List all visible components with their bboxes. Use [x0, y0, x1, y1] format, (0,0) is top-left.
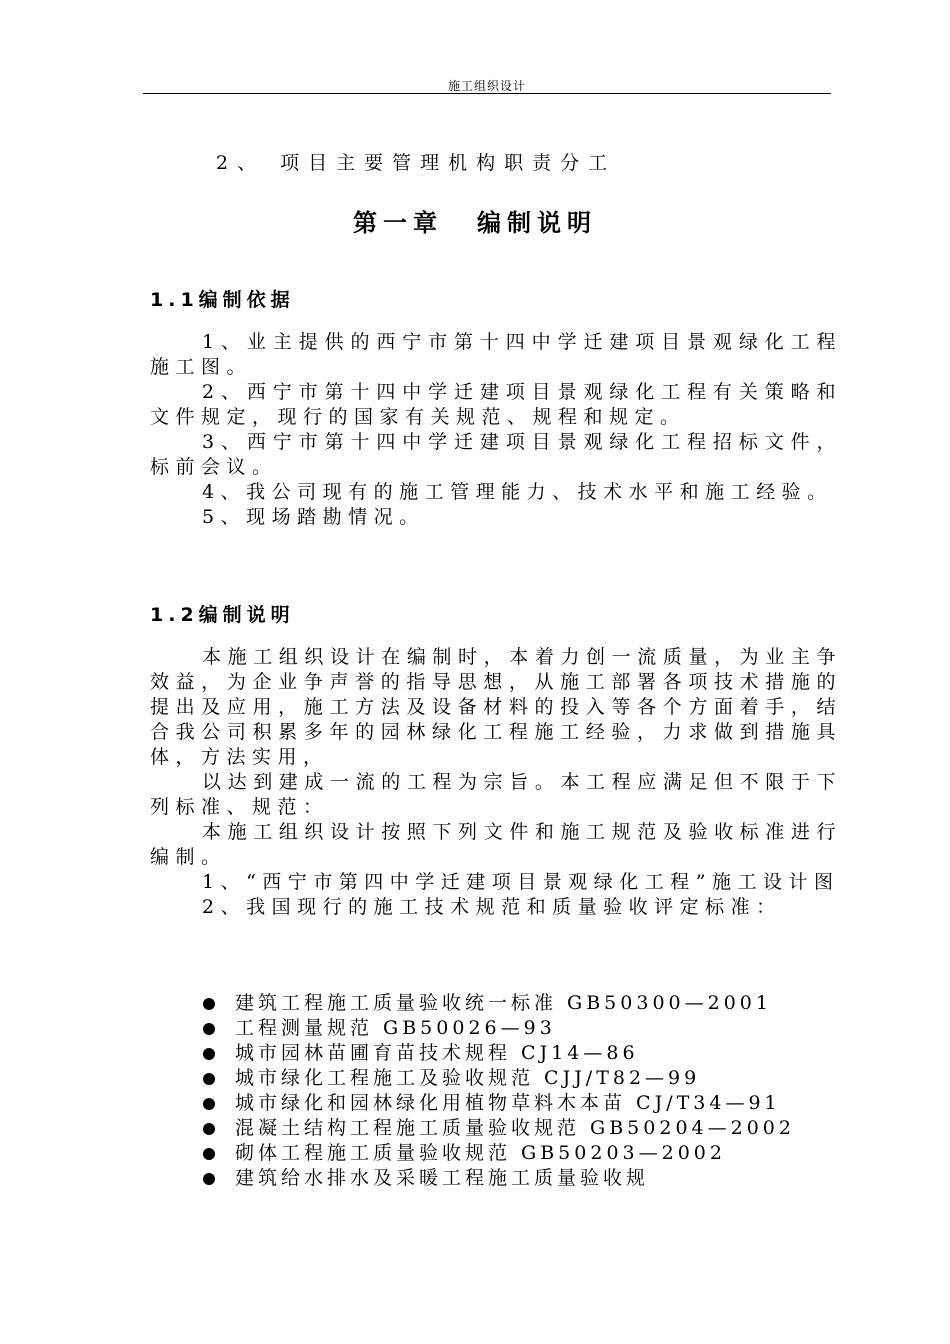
description-paragraph-4: 1、“西宁市第四中学迁建项目景观绿化工程”施工设计图	[202, 871, 840, 893]
chapter-heading	[0, 203, 950, 238]
description-paragraph-1: 本施工组织设计在编制时，本着力创一流质量，为业主争效益，为企业争声誉的指导思想，从施工部署各项技术措施的提出及应用，施工方法及设备材料的投入等各个方面着手，结合我公司积累多年的园林绿化工程施工经验，力求做到措施具体，方法实用，	[150, 646, 842, 768]
bullet-icon	[203, 998, 215, 1010]
bullet-icon	[203, 1023, 215, 1035]
bullet-icon	[203, 1148, 215, 1160]
chapter-title: 编制说明	[477, 209, 597, 237]
standard-text: 混凝土结构工程施工质量验收规范 GB50204—2002	[235, 1117, 795, 1139]
description-paragraph-3: 本施工组织设计按照下列文件和施工规范及验收标准进行编制。	[150, 821, 842, 868]
basis-item-2: 2、西宁市第十四中学迁建项目景观绿化工程有关策略和文件规定，现行的国家有关规范、规程和规定。	[150, 381, 842, 428]
standard-text: 城市园林苗圃育苗技术规程 CJ14—86	[235, 1042, 639, 1064]
standard-text: 砌体工程施工质量验收规范 GB50203—2002	[235, 1142, 726, 1164]
bullet-icon	[203, 1123, 215, 1135]
bullet-icon	[203, 1048, 215, 1060]
chapter-number: 第一章	[353, 209, 443, 237]
basis-item-3: 3、西宁市第十四中学迁建项目景观绿化工程招标文件，标前会议。	[150, 431, 842, 478]
standard-text: 城市绿化工程施工及验收规范 CJJ/T82—99	[235, 1067, 701, 1089]
bullet-icon	[203, 1098, 215, 1110]
standard-text: 建筑工程施工质量验收统一标准 GB50300—2001	[235, 992, 772, 1014]
bullet-icon	[203, 1173, 215, 1185]
basis-item-1: 1、业主提供的西宁市第十四中学迁建项目景观绿化工程施工图。	[150, 331, 842, 378]
standard-text: 城市绿化和园林绿化用植物草料木本苗 CJ/T34—91	[235, 1092, 781, 1114]
page-header-title: 施工组织设计	[447, 79, 526, 93]
section-1-1-title: 1.1编制依据	[150, 289, 295, 311]
header-rule	[143, 93, 831, 94]
list-item	[200, 1041, 860, 1066]
list-item	[200, 991, 860, 1016]
standards-list	[200, 991, 860, 1191]
basis-item-4: 4、我公司现有的施工管理能力、技术水平和施工经验。	[202, 481, 833, 503]
list-item	[200, 1016, 860, 1041]
section-1-1-body	[150, 330, 842, 530]
list-item	[200, 1091, 860, 1116]
list-item	[200, 1166, 860, 1191]
section-1-2-body	[150, 645, 842, 920]
list-item	[200, 1116, 860, 1141]
basis-item-5: 5、现场踏勘情况。	[202, 506, 425, 528]
description-paragraph-5: 2、我国现行的施工技术规范和质量验收评定标准：	[202, 896, 782, 918]
toc-line: 2、 项目主要管理机构职责分工	[216, 152, 617, 174]
standard-text: 工程测量规范 GB50026—93	[235, 1017, 556, 1039]
bullet-icon	[203, 1073, 215, 1085]
description-paragraph-2: 以达到建成一流的工程为宗旨。本工程应满足但不限于下列标准、规范：	[150, 771, 842, 818]
section-1-2-title: 1.2编制说明	[150, 604, 295, 626]
list-item	[200, 1141, 860, 1166]
standard-text: 建筑给水排水及采暖工程施工质量验收规	[235, 1167, 650, 1189]
list-item	[200, 1066, 860, 1091]
